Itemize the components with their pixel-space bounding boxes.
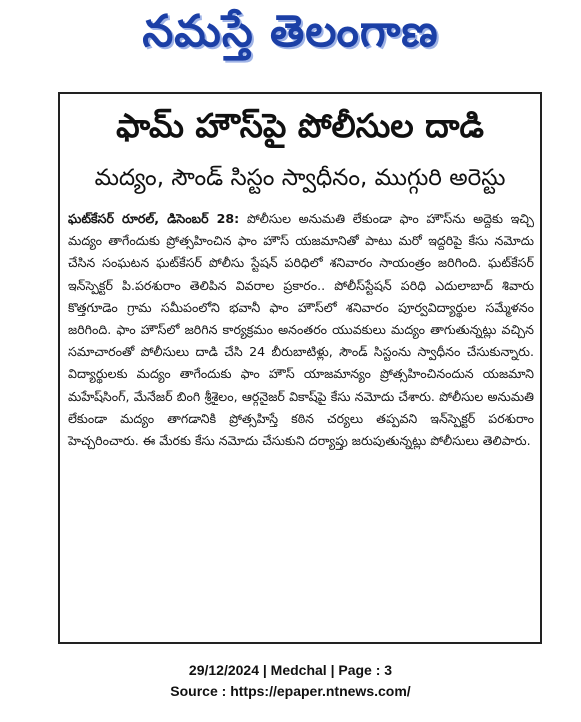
article-body bbox=[68, 208, 534, 452]
masthead-logo: నమస్తే తెలంగాణ bbox=[142, 6, 439, 57]
masthead bbox=[0, 0, 581, 82]
article-subheadline: మద్యం, సౌండ్ సిస్టం స్వాధీనం, ముగ్గురి అరెస్టు bbox=[94, 165, 506, 191]
article-dateline: ఘట్‌కేసర్ రూరల్, డిసెంబర్ 28: bbox=[68, 211, 240, 226]
article-body-text: పోలీసుల అనుమతి లేకుండా ఫాం హౌస్‌ను అద్దెకు ఇచ్చి మద్యం తాగేందుకు ప్రోత్సహించిన ఫాం హౌస్ యజమానితో పాటు మరో ఇద్దరిపై కేసు నమోదు చేసిన సంఘటన ఘట్‌కేసర్ పోలీసు స్టేషన్ పరిధిలో శనివారం సాయంత్రం జరిగింది. ఘట్‌కేసర్ ఇన్‌స్పెక్టర్ పి.పరశురాం తెలిపిన వివరాల ప్రకారం.. పోలీస్‌స్టేషన్ పరిధి ఎదులాబాద్ శివారు కొత్తగూడెం గ్రామ సమీపంలోని భవానీ ఫాం హౌస్‌లో శనివారం పూర్వవిద్యార్థుల సమ్మేళనం జరిగింది. ఫాం హౌస్‌లో జరిగిన కార్యక్రమం అనంతరం యువకులు మద్యం తాగుతున్నట్లు వచ్చిన సమాచారంతో పోలీసులు దాడి చేసి 24 బీరుబాటిళ్లు, సౌండ్ సిస్టంను స్వాధీనం చేసుకున్నారు. విద్యార్థులకు మద్యం తాగేందుకు ఫాం హౌస్ యాజమాన్యం ప్రోత్సహించినందున యజమాని మహేష్‌సింగ్, మేనేజర్ బింగి శ్రీశైలం, ఆర్గనైజర్ వికాష్‌పై కేసు నమోదు చేశారు. పోలీసుల అనుమతి లేకుండా మద్యం తాగడానికి ప్రోత్సహిస్తే కఠిన చర్యలు తప్పవని ఇన్‌స్పెక్టర్ పరశురాం హెచ్చరించారు. ఈ మేరకు కేసు నమోదు చేసుకుని దర్యాప్తు జరుపుతున్నట్లు పోలీసులు తెలిపారు. bbox=[68, 211, 535, 449]
article-frame bbox=[58, 92, 542, 644]
source-link[interactable]: Source : https://epaper.ntnews.com/ bbox=[170, 683, 411, 699]
edition-info: 29/12/2024 | Medchal | Page : 3 bbox=[188, 662, 393, 678]
article-headline: ఫామ్ హౌస్‌పై పోలీసుల దాడి bbox=[116, 106, 484, 145]
